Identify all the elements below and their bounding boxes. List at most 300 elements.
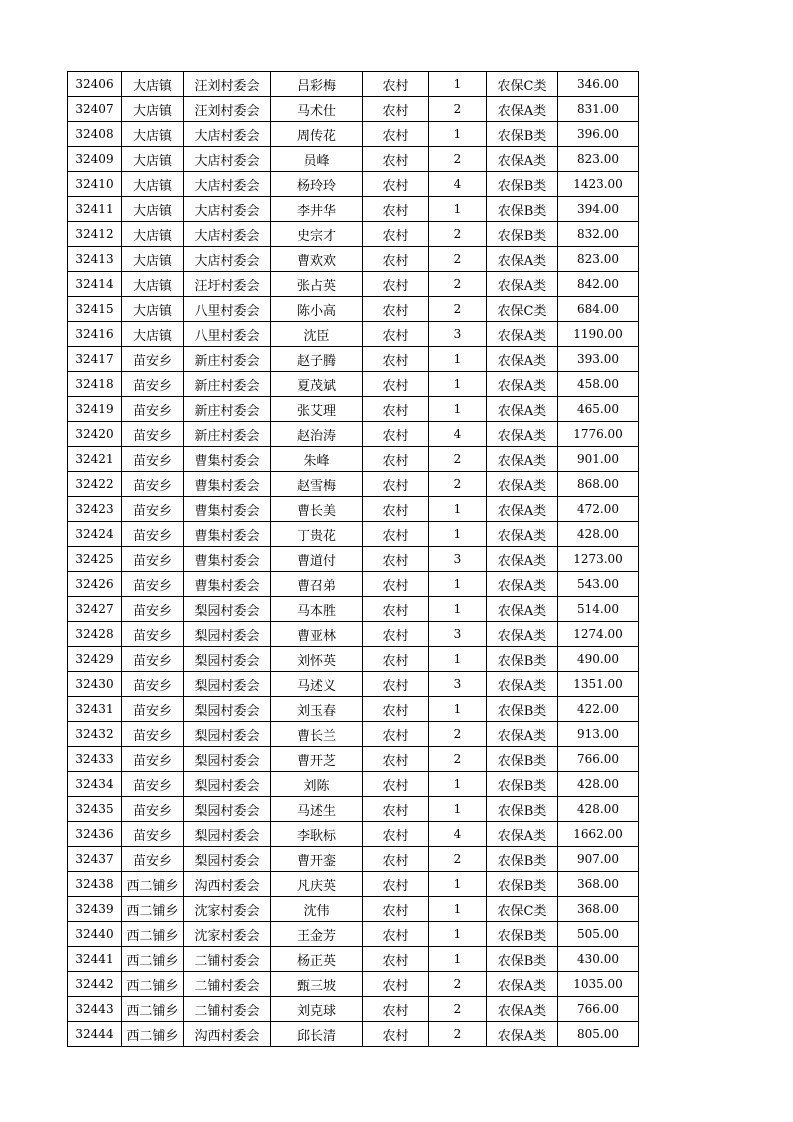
village-committee-cell: 梨园村委会: [184, 622, 271, 647]
name-cell: 曹道付: [271, 547, 363, 572]
record-id-cell: 32425: [68, 547, 122, 572]
name-cell: 张艾理: [271, 397, 363, 422]
category-cell: 农村: [363, 322, 429, 347]
record-id-cell: 32413: [68, 247, 122, 272]
amount-cell: 805.00: [558, 1022, 639, 1047]
village-committee-cell: 曹集村委会: [184, 547, 271, 572]
township-cell: 西二铺乡: [122, 997, 184, 1022]
township-cell: 大店镇: [122, 297, 184, 322]
township-cell: 苗安乡: [122, 622, 184, 647]
record-id-cell: 32442: [68, 972, 122, 997]
amount-cell: 823.00: [558, 247, 639, 272]
insurance-type-cell: 农保A类: [487, 247, 558, 272]
insurance-type-cell: 农保B类: [487, 647, 558, 672]
table-row: [68, 72, 639, 97]
amount-cell: 684.00: [558, 297, 639, 322]
table-row: [68, 322, 639, 347]
record-id-cell: 32414: [68, 272, 122, 297]
table-row: [68, 922, 639, 947]
table-row: [68, 622, 639, 647]
name-cell: 马术仕: [271, 97, 363, 122]
amount-cell: 832.00: [558, 222, 639, 247]
category-cell: 农村: [363, 972, 429, 997]
name-cell: 杨正英: [271, 947, 363, 972]
name-cell: 曹欢欢: [271, 247, 363, 272]
household-size-cell: 1: [429, 72, 487, 97]
category-cell: 农村: [363, 372, 429, 397]
village-committee-cell: 沟西村委会: [184, 872, 271, 897]
category-cell: 农村: [363, 772, 429, 797]
category-cell: 农村: [363, 797, 429, 822]
village-committee-cell: 梨园村委会: [184, 847, 271, 872]
category-cell: 农村: [363, 447, 429, 472]
household-size-cell: 2: [429, 747, 487, 772]
record-id-cell: 32420: [68, 422, 122, 447]
township-cell: 大店镇: [122, 222, 184, 247]
record-id-cell: 32437: [68, 847, 122, 872]
name-cell: 张占英: [271, 272, 363, 297]
name-cell: 曹开銮: [271, 847, 363, 872]
name-cell: 刘玉春: [271, 697, 363, 722]
record-id-cell: 32443: [68, 997, 122, 1022]
household-size-cell: 1: [429, 197, 487, 222]
name-cell: 曹亚林: [271, 622, 363, 647]
table-row: [68, 422, 639, 447]
table-row: [68, 647, 639, 672]
village-committee-cell: 梨园村委会: [184, 772, 271, 797]
amount-cell: 1662.00: [558, 822, 639, 847]
household-size-cell: 2: [429, 722, 487, 747]
township-cell: 大店镇: [122, 172, 184, 197]
record-id-cell: 32436: [68, 822, 122, 847]
household-size-cell: 2: [429, 97, 487, 122]
category-cell: 农村: [363, 997, 429, 1022]
insurance-type-cell: 农保B类: [487, 922, 558, 947]
insurance-type-cell: 农保A类: [487, 597, 558, 622]
amount-cell: 393.00: [558, 347, 639, 372]
insurance-type-cell: 农保B类: [487, 772, 558, 797]
village-committee-cell: 新庄村委会: [184, 397, 271, 422]
table-row: [68, 772, 639, 797]
amount-cell: 1351.00: [558, 672, 639, 697]
category-cell: 农村: [363, 647, 429, 672]
category-cell: 农村: [363, 297, 429, 322]
insurance-type-cell: 农保B类: [487, 872, 558, 897]
record-id-cell: 32418: [68, 372, 122, 397]
household-size-cell: 1: [429, 372, 487, 397]
name-cell: 赵治涛: [271, 422, 363, 447]
amount-cell: 472.00: [558, 497, 639, 522]
township-cell: 苗安乡: [122, 397, 184, 422]
township-cell: 西二铺乡: [122, 922, 184, 947]
insurance-type-cell: 农保A类: [487, 997, 558, 1022]
amount-cell: 465.00: [558, 397, 639, 422]
name-cell: 甄三坡: [271, 972, 363, 997]
village-committee-cell: 大店村委会: [184, 147, 271, 172]
amount-cell: 346.00: [558, 72, 639, 97]
insurance-type-cell: 农保A类: [487, 547, 558, 572]
record-id-cell: 32430: [68, 672, 122, 697]
name-cell: 邱长清: [271, 1022, 363, 1047]
category-cell: 农村: [363, 722, 429, 747]
category-cell: 农村: [363, 197, 429, 222]
table-row: [68, 447, 639, 472]
name-cell: 曹开芝: [271, 747, 363, 772]
amount-cell: 1273.00: [558, 547, 639, 572]
household-size-cell: 3: [429, 622, 487, 647]
name-cell: 杨玲玲: [271, 172, 363, 197]
village-committee-cell: 梨园村委会: [184, 822, 271, 847]
category-cell: 农村: [363, 872, 429, 897]
household-size-cell: 1: [429, 572, 487, 597]
record-id-cell: 32419: [68, 397, 122, 422]
name-cell: 赵雪梅: [271, 472, 363, 497]
table-row: [68, 522, 639, 547]
household-size-cell: 2: [429, 472, 487, 497]
amount-cell: 842.00: [558, 272, 639, 297]
amount-cell: 913.00: [558, 722, 639, 747]
category-cell: 农村: [363, 72, 429, 97]
township-cell: 西二铺乡: [122, 872, 184, 897]
table-row: [68, 372, 639, 397]
amount-cell: 1776.00: [558, 422, 639, 447]
village-committee-cell: 曹集村委会: [184, 472, 271, 497]
household-size-cell: 3: [429, 672, 487, 697]
record-id-cell: 32433: [68, 747, 122, 772]
household-size-cell: 1: [429, 797, 487, 822]
village-committee-cell: 沈家村委会: [184, 922, 271, 947]
village-committee-cell: 汪刘村委会: [184, 97, 271, 122]
name-cell: 李井华: [271, 197, 363, 222]
insurance-type-cell: 农保A类: [487, 672, 558, 697]
record-id-cell: 32407: [68, 97, 122, 122]
amount-cell: 831.00: [558, 97, 639, 122]
insurance-type-cell: 农保A类: [487, 572, 558, 597]
category-cell: 农村: [363, 97, 429, 122]
household-size-cell: 1: [429, 872, 487, 897]
name-cell: 曹长兰: [271, 722, 363, 747]
record-id-cell: 32410: [68, 172, 122, 197]
village-committee-cell: 二铺村委会: [184, 972, 271, 997]
village-committee-cell: 大店村委会: [184, 172, 271, 197]
township-cell: 苗安乡: [122, 522, 184, 547]
category-cell: 农村: [363, 522, 429, 547]
township-cell: 大店镇: [122, 72, 184, 97]
insurance-type-cell: 农保A类: [487, 622, 558, 647]
table-row: [68, 1022, 639, 1047]
record-id-cell: 32432: [68, 722, 122, 747]
category-cell: 农村: [363, 897, 429, 922]
township-cell: 苗安乡: [122, 847, 184, 872]
table-row: [68, 822, 639, 847]
insurance-type-cell: 农保A类: [487, 472, 558, 497]
record-id-cell: 32408: [68, 122, 122, 147]
amount-cell: 490.00: [558, 647, 639, 672]
insurance-type-cell: 农保A类: [487, 1022, 558, 1047]
amount-cell: 428.00: [558, 797, 639, 822]
table-row: [68, 97, 639, 122]
household-size-cell: 4: [429, 822, 487, 847]
amount-cell: 428.00: [558, 772, 639, 797]
village-committee-cell: 曹集村委会: [184, 572, 271, 597]
table-row: [68, 397, 639, 422]
table-row: [68, 947, 639, 972]
category-cell: 农村: [363, 672, 429, 697]
category-cell: 农村: [363, 597, 429, 622]
category-cell: 农村: [363, 847, 429, 872]
insurance-type-cell: 农保C类: [487, 897, 558, 922]
category-cell: 农村: [363, 147, 429, 172]
name-cell: 丁贵花: [271, 522, 363, 547]
insurance-type-cell: 农保B类: [487, 197, 558, 222]
record-id-cell: 32434: [68, 772, 122, 797]
record-id-cell: 32409: [68, 147, 122, 172]
township-cell: 苗安乡: [122, 697, 184, 722]
household-size-cell: 2: [429, 972, 487, 997]
category-cell: 农村: [363, 922, 429, 947]
name-cell: 沈伟: [271, 897, 363, 922]
name-cell: 史宗才: [271, 222, 363, 247]
amount-cell: 422.00: [558, 697, 639, 722]
household-size-cell: 2: [429, 997, 487, 1022]
village-committee-cell: 大店村委会: [184, 197, 271, 222]
township-cell: 苗安乡: [122, 722, 184, 747]
name-cell: 凡庆英: [271, 872, 363, 897]
table-row: [68, 597, 639, 622]
insurance-type-cell: 农保B类: [487, 847, 558, 872]
amount-cell: 766.00: [558, 747, 639, 772]
household-size-cell: 4: [429, 172, 487, 197]
household-size-cell: 1: [429, 647, 487, 672]
name-cell: 李耿标: [271, 822, 363, 847]
village-committee-cell: 沈家村委会: [184, 897, 271, 922]
village-committee-cell: 大店村委会: [184, 247, 271, 272]
record-id-cell: 32424: [68, 522, 122, 547]
record-id-cell: 32440: [68, 922, 122, 947]
village-committee-cell: 梨园村委会: [184, 647, 271, 672]
insurance-type-cell: 农保B类: [487, 947, 558, 972]
household-size-cell: 1: [429, 947, 487, 972]
amount-cell: 901.00: [558, 447, 639, 472]
category-cell: 农村: [363, 272, 429, 297]
table-row: [68, 147, 639, 172]
household-size-cell: 4: [429, 422, 487, 447]
household-size-cell: 1: [429, 497, 487, 522]
township-cell: 苗安乡: [122, 647, 184, 672]
name-cell: 夏茂斌: [271, 372, 363, 397]
category-cell: 农村: [363, 547, 429, 572]
relief-roster-table: [67, 71, 639, 1047]
township-cell: 西二铺乡: [122, 947, 184, 972]
table-row: [68, 247, 639, 272]
name-cell: 曹召弟: [271, 572, 363, 597]
record-id-cell: 32444: [68, 1022, 122, 1047]
township-cell: 大店镇: [122, 122, 184, 147]
amount-cell: 514.00: [558, 597, 639, 622]
record-id-cell: 32411: [68, 197, 122, 222]
village-committee-cell: 新庄村委会: [184, 347, 271, 372]
township-cell: 苗安乡: [122, 447, 184, 472]
table-row: [68, 472, 639, 497]
table-row: [68, 272, 639, 297]
village-committee-cell: 梨园村委会: [184, 722, 271, 747]
table-row: [68, 997, 639, 1022]
household-size-cell: 1: [429, 522, 487, 547]
township-cell: 苗安乡: [122, 747, 184, 772]
amount-cell: 368.00: [558, 897, 639, 922]
category-cell: 农村: [363, 622, 429, 647]
household-size-cell: 1: [429, 597, 487, 622]
record-id-cell: 32423: [68, 497, 122, 522]
township-cell: 苗安乡: [122, 822, 184, 847]
household-size-cell: 2: [429, 272, 487, 297]
category-cell: 农村: [363, 572, 429, 597]
record-id-cell: 32428: [68, 622, 122, 647]
table-body: [68, 72, 639, 1047]
amount-cell: 1035.00: [558, 972, 639, 997]
village-committee-cell: 梨园村委会: [184, 747, 271, 772]
record-id-cell: 32421: [68, 447, 122, 472]
category-cell: 农村: [363, 822, 429, 847]
table-row: [68, 672, 639, 697]
name-cell: 马述生: [271, 797, 363, 822]
village-committee-cell: 梨园村委会: [184, 597, 271, 622]
household-size-cell: 2: [429, 1022, 487, 1047]
insurance-type-cell: 农保A类: [487, 447, 558, 472]
township-cell: 大店镇: [122, 97, 184, 122]
insurance-type-cell: 农保A类: [487, 522, 558, 547]
category-cell: 农村: [363, 1022, 429, 1047]
village-committee-cell: 八里村委会: [184, 297, 271, 322]
record-id-cell: 32412: [68, 222, 122, 247]
amount-cell: 368.00: [558, 872, 639, 897]
insurance-type-cell: 农保A类: [487, 397, 558, 422]
township-cell: 苗安乡: [122, 372, 184, 397]
table-row: [68, 222, 639, 247]
amount-cell: 1190.00: [558, 322, 639, 347]
record-id-cell: 32422: [68, 472, 122, 497]
village-committee-cell: 二铺村委会: [184, 997, 271, 1022]
household-size-cell: 1: [429, 397, 487, 422]
name-cell: 陈小高: [271, 297, 363, 322]
insurance-type-cell: 农保B类: [487, 797, 558, 822]
insurance-type-cell: 农保A类: [487, 147, 558, 172]
record-id-cell: 32441: [68, 947, 122, 972]
amount-cell: 394.00: [558, 197, 639, 222]
table-row: [68, 122, 639, 147]
table-row: [68, 497, 639, 522]
insurance-type-cell: 农保C类: [487, 297, 558, 322]
table-row: [68, 797, 639, 822]
household-size-cell: 1: [429, 772, 487, 797]
village-committee-cell: 新庄村委会: [184, 422, 271, 447]
table-row: [68, 347, 639, 372]
category-cell: 农村: [363, 347, 429, 372]
township-cell: 大店镇: [122, 322, 184, 347]
township-cell: 苗安乡: [122, 547, 184, 572]
record-id-cell: 32427: [68, 597, 122, 622]
insurance-type-cell: 农保A类: [487, 347, 558, 372]
table-row: [68, 847, 639, 872]
township-cell: 大店镇: [122, 147, 184, 172]
category-cell: 农村: [363, 222, 429, 247]
name-cell: 周传花: [271, 122, 363, 147]
township-cell: 苗安乡: [122, 497, 184, 522]
village-committee-cell: 汪刘村委会: [184, 72, 271, 97]
township-cell: 苗安乡: [122, 472, 184, 497]
record-id-cell: 32416: [68, 322, 122, 347]
amount-cell: 543.00: [558, 572, 639, 597]
category-cell: 农村: [363, 697, 429, 722]
name-cell: 马述义: [271, 672, 363, 697]
household-size-cell: 2: [429, 447, 487, 472]
township-cell: 苗安乡: [122, 797, 184, 822]
category-cell: 农村: [363, 247, 429, 272]
record-id-cell: 32439: [68, 897, 122, 922]
village-committee-cell: 八里村委会: [184, 322, 271, 347]
name-cell: 员峰: [271, 147, 363, 172]
township-cell: 西二铺乡: [122, 897, 184, 922]
record-id-cell: 32415: [68, 297, 122, 322]
table-row: [68, 547, 639, 572]
amount-cell: 396.00: [558, 122, 639, 147]
household-size-cell: 1: [429, 697, 487, 722]
household-size-cell: 2: [429, 247, 487, 272]
name-cell: 刘怀英: [271, 647, 363, 672]
insurance-type-cell: 农保A类: [487, 272, 558, 297]
category-cell: 农村: [363, 172, 429, 197]
record-id-cell: 32438: [68, 872, 122, 897]
township-cell: 苗安乡: [122, 422, 184, 447]
amount-cell: 823.00: [558, 147, 639, 172]
village-committee-cell: 曹集村委会: [184, 497, 271, 522]
amount-cell: 766.00: [558, 997, 639, 1022]
insurance-type-cell: 农保B类: [487, 172, 558, 197]
record-id-cell: 32426: [68, 572, 122, 597]
household-size-cell: 1: [429, 897, 487, 922]
village-committee-cell: 新庄村委会: [184, 372, 271, 397]
insurance-type-cell: 农保B类: [487, 122, 558, 147]
amount-cell: 430.00: [558, 947, 639, 972]
village-committee-cell: 二铺村委会: [184, 947, 271, 972]
name-cell: 吕彩梅: [271, 72, 363, 97]
category-cell: 农村: [363, 422, 429, 447]
table-row: [68, 722, 639, 747]
village-committee-cell: 曹集村委会: [184, 522, 271, 547]
record-id-cell: 32429: [68, 647, 122, 672]
insurance-type-cell: 农保A类: [487, 822, 558, 847]
village-committee-cell: 梨园村委会: [184, 697, 271, 722]
table-row: [68, 197, 639, 222]
insurance-type-cell: 农保C类: [487, 72, 558, 97]
amount-cell: 1423.00: [558, 172, 639, 197]
household-size-cell: 2: [429, 847, 487, 872]
table-row: [68, 872, 639, 897]
category-cell: 农村: [363, 947, 429, 972]
record-id-cell: 32435: [68, 797, 122, 822]
amount-cell: 505.00: [558, 922, 639, 947]
village-committee-cell: 梨园村委会: [184, 672, 271, 697]
township-cell: 苗安乡: [122, 672, 184, 697]
name-cell: 王金芳: [271, 922, 363, 947]
township-cell: 西二铺乡: [122, 1022, 184, 1047]
township-cell: 大店镇: [122, 272, 184, 297]
insurance-type-cell: 农保A类: [487, 722, 558, 747]
name-cell: 曹长美: [271, 497, 363, 522]
category-cell: 农村: [363, 497, 429, 522]
township-cell: 苗安乡: [122, 772, 184, 797]
village-committee-cell: 沟西村委会: [184, 1022, 271, 1047]
